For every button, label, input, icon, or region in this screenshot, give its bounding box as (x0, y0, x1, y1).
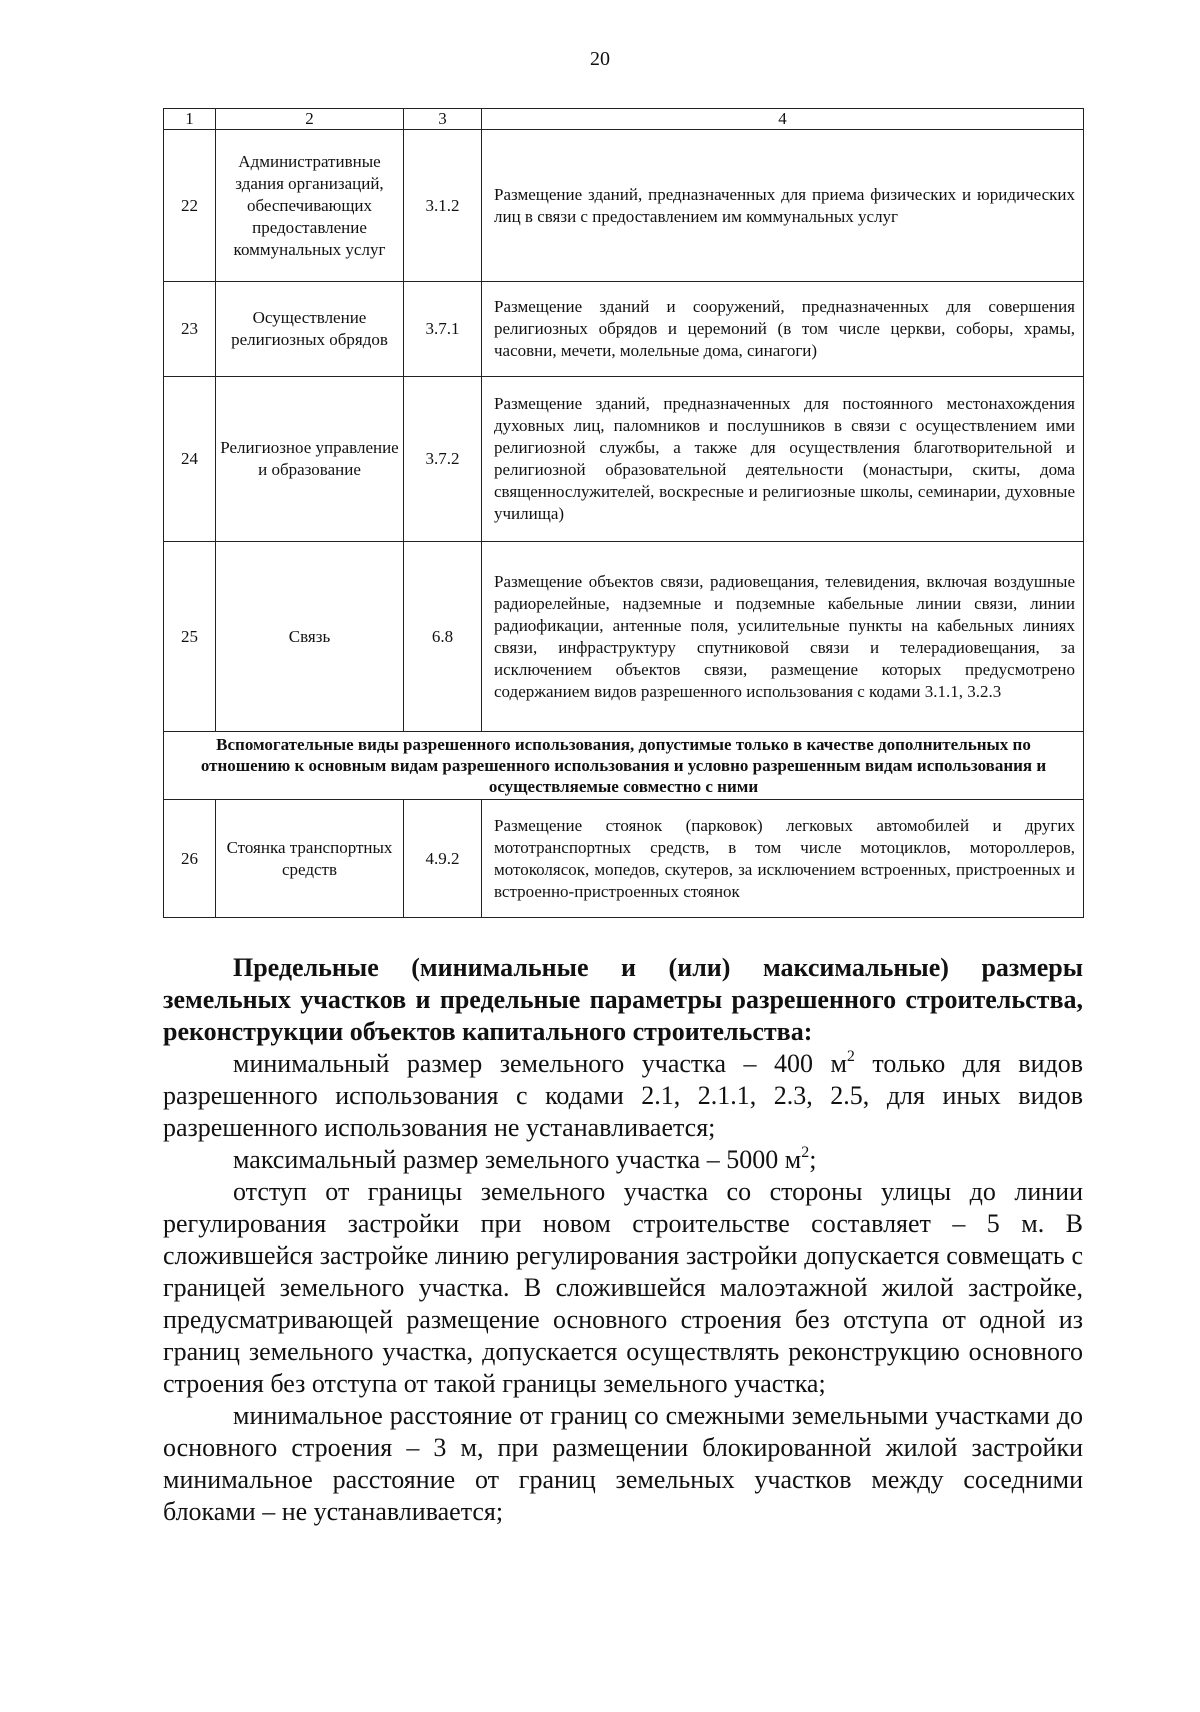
section-heading: Предельные (минимальные и (или) максимальные) размеры земельных участков и предельные параметры разрешенного строительства, реконструкции объектов капитального строительства: (163, 953, 1083, 1046)
row-number: 24 (164, 377, 216, 542)
use-description: Размещение объектов связи, радиовещания, телевидения, включая воздушные радиорелейные, надземные и подземные кабельные линии связи, линии радиофикации, антенные поля, усилительные пункты на кабельных линиях связи, инфраструктуру спутниковой связи и телерадиовещания, за исключением объектов связи, размещение которых предусмотрено содержанием видов разрешенного использования с кодами 3.1.1, 3.2.3 (482, 542, 1084, 732)
table-row (164, 377, 1084, 542)
use-name: Религиозное управление и образование (216, 377, 404, 542)
use-code: 6.8 (404, 542, 482, 732)
paragraph-setback: отступ от границы земельного участка со стороны улицы до линии регулирования застройки при новом строительстве составляет – 5 м. В сложившейся застройке линию регулирования застройки допускается совмещать с границей земельного участка. В сложившейся малоэтажной жилой застройке, предусматривающей размещение основного строения без отступа от одной из границ земельного участка, допускается осуществлять реконструкцию основного строения без отступа от такой границы земельного участка; (163, 1177, 1083, 1398)
table-row (164, 282, 1084, 377)
row-number: 23 (164, 282, 216, 377)
use-code: 4.9.2 (404, 800, 482, 918)
superscript: 2 (846, 1048, 855, 1065)
paragraph-min-distance: минимальное расстояние от границ со смежными земельными участками до основного строения – 3 м, при размещении блокированной жилой застройки минимальное расстояние от границ земельных участков между соседними блоками – не устанавливается; (163, 1401, 1083, 1526)
page-number: 20 (590, 48, 610, 70)
paragraph-max-size (163, 1144, 1083, 1176)
superscript: 2 (801, 1144, 810, 1161)
use-description: Размещение стоянок (парковок) легковых автомобилей и других мототранспортных средств, в том числе мотоциклов, мотороллеров, мотоколясок, мопедов, скутеров, за исключением встроенных, пристроенных и встроенно-пристроенных стоянок (482, 800, 1084, 918)
use-description: Размещение зданий и сооружений, предназначенных для совершения религиозных обрядов и церемоний (в том числе церкви, соборы, храмы, часовни, мечети, молельные дома, синагоги) (482, 282, 1084, 377)
text-fragment: ; (809, 1145, 817, 1174)
table-header-row (164, 109, 1084, 130)
paragraph-min-size (163, 1048, 1083, 1144)
text-fragment: минимальный размер земельного участка – 400 м (233, 1049, 847, 1078)
text-fragment: только для видов разрешенного использования с кодами 2.1, 2.1.1, 2.3, 2.5, для иных видов разрешенного использования не устанавливается; (163, 1049, 1083, 1142)
header-cell: 2 (216, 109, 404, 130)
use-code: 3.7.1 (404, 282, 482, 377)
table-row (164, 130, 1084, 282)
use-name: Осуществление религиозных обрядов (216, 282, 404, 377)
use-code: 3.1.2 (404, 130, 482, 282)
regulations-text (163, 952, 1083, 1528)
header-cell: 3 (404, 109, 482, 130)
use-description: Размещение зданий, предназначенных для постоянного местонахождения духовных лиц, паломников и послушников в связи с осуществлением ими религиозной службы, а также для осуществления благотворительной и религиозной образовательной деятельности (монастыри, скиты, дома священнослужителей, воскресные и религиозные школы, семинарии, духовные училища) (482, 377, 1084, 542)
row-number: 26 (164, 800, 216, 918)
use-name: Стоянка транспортных средств (216, 800, 404, 918)
section-row (164, 732, 1084, 800)
use-name: Административные здания организаций, обеспечивающих предоставление коммунальных услуг (216, 130, 404, 282)
use-name: Связь (216, 542, 404, 732)
row-number: 25 (164, 542, 216, 732)
header-cell: 4 (482, 109, 1084, 130)
land-use-table (163, 108, 1084, 918)
table-row (164, 800, 1084, 918)
section-title: Вспомогательные виды разрешенного использования, допустимые только в качестве дополнительных по отношению к основным видам разрешенного использования и условно разрешенным видам использования и осуществляемые совместно с ними (164, 732, 1084, 800)
text-fragment: максимальный размер земельного участка – 5000 м (233, 1145, 802, 1174)
use-description: Размещение зданий, предназначенных для приема физических и юридических лиц в связи с предоставлением им коммунальных услуг (482, 130, 1084, 282)
table-row (164, 542, 1084, 732)
header-cell: 1 (164, 109, 216, 130)
row-number: 22 (164, 130, 216, 282)
use-code: 3.7.2 (404, 377, 482, 542)
